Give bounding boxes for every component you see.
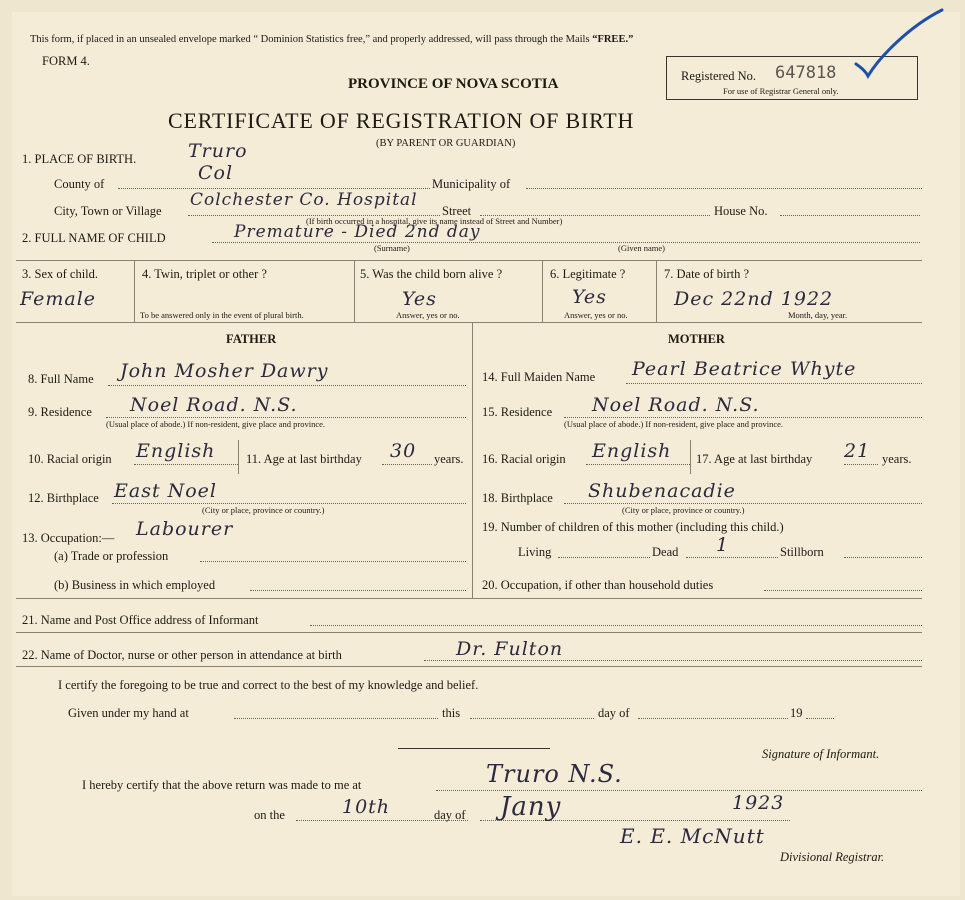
doctor-label: 22. Name of Doctor, nurse or other person in attendance at birth <box>22 648 342 662</box>
check-mark-icon <box>850 6 950 86</box>
certificate-subtitle: (BY PARENT OR GUARDIAN) <box>376 138 516 149</box>
father-residence-value: Noel Road. N.S. <box>130 394 298 416</box>
born-alive-note: Answer, yes or no. <box>396 310 460 320</box>
dob-label: 7. Date of birth ? <box>664 267 750 281</box>
mother-occupation-label: 20. Occupation, if other than household duties <box>482 578 714 592</box>
legitimate-value: Yes <box>572 286 607 308</box>
dob-note: Month, day, year. <box>788 310 848 320</box>
year-prefix-label: 19 <box>790 706 803 720</box>
return-day-value: 10th <box>342 796 391 818</box>
mother-name-label: 14. Full Maiden Name <box>482 370 596 384</box>
city-label: City, Town or Village <box>54 204 162 218</box>
this-label: this <box>442 706 461 720</box>
place-of-birth-value: Truro <box>188 140 248 162</box>
registered-label: Registered No. <box>681 69 756 83</box>
born-alive-label: 5. Was the child born alive ? <box>360 267 503 281</box>
house-no-label: House No. <box>714 204 768 218</box>
form-number: FORM 4. <box>42 54 90 68</box>
mother-birthplace-note: (City or place, province or country.) <box>622 505 745 515</box>
informant-signature-label: Signature of Informant. <box>762 747 880 761</box>
mail-notice-text: This form, if placed in an unsealed envelope marked “ Dominion Statistics free,” and properly addressed, will pass through the Mails <box>30 34 590 45</box>
children-count-label: 19. Number of children of this mother (including this child.) <box>482 520 784 534</box>
city-value: Colchester Co. Hospital <box>190 190 418 210</box>
mother-heading: MOTHER <box>668 332 725 346</box>
hospital-note: (If birth occurred in a hospital, give its name instead of Street and Number) <box>306 216 563 226</box>
informant-label: 21. Name and Post Office address of Informant <box>22 613 259 627</box>
municipality-label: Municipality of <box>432 177 511 191</box>
on-the-label: on the <box>254 808 285 822</box>
county-label: County of <box>54 177 105 191</box>
mother-birthplace-label: 18. Birthplace <box>482 491 553 505</box>
twin-note: To be answered only in the event of plural birth. <box>140 310 304 320</box>
return-place-value: Truro N.S. <box>486 760 623 788</box>
father-heading: FATHER <box>226 332 277 346</box>
mother-residence-value: Noel Road. N.S. <box>592 394 760 416</box>
sex-label: 3. Sex of child. <box>22 267 99 281</box>
child-name-value: Premature - Died 2nd day <box>234 222 481 242</box>
father-birthplace-label: 12. Birthplace <box>28 491 99 505</box>
county-value: Col <box>198 162 234 184</box>
mother-years-label: years. <box>882 452 912 466</box>
father-age-value: 30 <box>390 440 417 462</box>
father-name-label: 8. Full Name <box>28 372 94 386</box>
given-under-label: Given under my hand at <box>68 706 189 720</box>
mother-residence-label: 15. Residence <box>482 405 553 419</box>
legitimate-note: Answer, yes or no. <box>564 310 628 320</box>
certificate-title: CERTIFICATE OF REGISTRATION OF BIRTH <box>168 108 635 133</box>
day-of-label: day of <box>598 706 630 720</box>
street-label: Street <box>442 204 472 218</box>
father-race-value: English <box>136 440 216 462</box>
birth-certificate <box>12 12 960 896</box>
born-alive-value: Yes <box>402 288 437 310</box>
mother-name-value: Pearl Beatrice Whyte <box>632 358 857 380</box>
twin-label: 4. Twin, triplet or other ? <box>142 267 267 281</box>
living-label: Living <box>518 545 552 559</box>
return-year-value: 1923 <box>732 792 785 814</box>
mother-age-value: 21 <box>844 440 871 462</box>
registrar-use-note: For use of Registrar General only. <box>723 86 839 96</box>
dead-label: Dead <box>652 545 679 559</box>
father-birthplace-note: (City or place, province or country.) <box>202 505 325 515</box>
certify-statement: I certify the foregoing to be true and correct to the best of my knowledge and belief. <box>58 678 479 692</box>
registrar-signature: E. E. McNutt <box>620 824 765 848</box>
province-title: PROVINCE OF NOVA SCOTIA <box>348 76 559 92</box>
father-occupation-value: Labourer <box>136 518 234 540</box>
mother-age-label: 17. Age at last birthday <box>696 452 813 466</box>
legitimate-label: 6. Legitimate ? <box>550 267 626 281</box>
father-name-value: John Mosher Dawry <box>120 360 329 382</box>
business-label: (b) Business in which employed <box>54 578 216 592</box>
registered-number: 647818 <box>775 63 837 83</box>
father-race-label: 10. Racial origin <box>28 452 112 466</box>
father-residence-label: 9. Residence <box>28 405 92 419</box>
stillborn-label: Stillborn <box>780 545 824 559</box>
dead-value: 1 <box>716 534 730 556</box>
divisional-registrar-label: Divisional Registrar. <box>780 850 885 864</box>
father-age-label: 11. Age at last birthday <box>246 452 362 466</box>
father-years-label: years. <box>434 452 464 466</box>
return-certify-label: I hereby certify that the above return was made to me at <box>82 778 362 792</box>
child-name-label: 2. FULL NAME OF CHILD <box>22 231 166 245</box>
free-label: “FREE.” <box>592 34 634 45</box>
surname-note: (Surname) <box>374 243 410 253</box>
father-occupation-label: 13. Occupation:— <box>22 531 115 545</box>
father-birthplace-value: East Noel <box>114 480 218 502</box>
father-residence-note: (Usual place of abode.) If non-resident, give place and province. <box>106 419 326 429</box>
mother-race-value: English <box>592 440 672 462</box>
dob-value: Dec 22nd 1922 <box>674 288 834 310</box>
sex-value: Female <box>20 288 97 310</box>
place-of-birth-label: 1. PLACE OF BIRTH. <box>22 152 137 166</box>
return-day-of-label: day of <box>434 808 466 822</box>
return-month-value: Jany <box>500 792 562 822</box>
trade-label: (a) Trade or profession <box>54 549 169 563</box>
mother-residence-note: (Usual place of abode.) If non-resident, give place and province. <box>564 419 784 429</box>
doctor-value: Dr. Fulton <box>456 638 564 660</box>
given-name-note: (Given name) <box>618 243 665 253</box>
mother-race-label: 16. Racial origin <box>482 452 566 466</box>
mail-notice <box>30 34 633 45</box>
mother-birthplace-value: Shubenacadie <box>588 480 736 502</box>
